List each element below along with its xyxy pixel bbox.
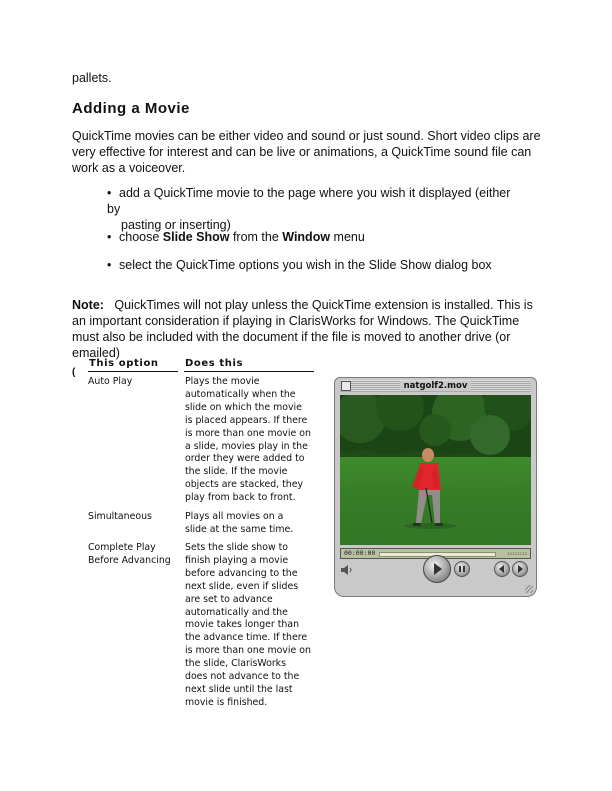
bullet-select-options	[107, 257, 527, 273]
table-row-description: Plays the movie automatically when the slide on which the movie is placed appears. If there is more than one movie on a slide, movies play in the order they were added to the slide. If the movie objects are stacked, they play from back to front.	[185, 376, 311, 504]
table-row-option: Complete Play Before Advancing	[88, 542, 171, 566]
step-forward-icon	[513, 562, 527, 576]
menu-name: Window	[282, 230, 331, 244]
intro-paragraph: QuickTime movies can be either video and sound or just sound. Short video clips are very effective for interest and can be live or animations, a QuickTime sound file can work as a voiceover.	[72, 129, 541, 175]
table-row-description: Sets the slide show to finish playing a movie before advancing to the next slide, even if slides are set to advance automatically and the movie takes longer than the advance time. If there is more than one movie on the slide, ClarisWorks does not advance to the next slide until the last movie is finished.	[185, 542, 311, 708]
header-underline	[88, 371, 178, 372]
player-title-bar[interactable]	[340, 380, 531, 392]
bullet-dot-icon: •	[107, 258, 112, 272]
movie-filename: natgolf2.mov	[400, 381, 472, 391]
table-row-option: Auto Play	[88, 376, 133, 387]
step-forward-button[interactable]	[512, 561, 528, 577]
status-indicator: ıııııııı	[506, 551, 527, 557]
column-header-description: Does this	[185, 358, 244, 369]
play-button[interactable]	[423, 555, 451, 583]
note-paragraph	[72, 297, 542, 361]
header-underline	[184, 371, 314, 372]
timecode-display: 00:00:00	[344, 549, 376, 557]
resize-grip-icon[interactable]	[525, 585, 533, 593]
table-row-option: Simultaneous	[88, 511, 152, 522]
column-header-option: This option	[89, 358, 159, 369]
pause-button[interactable]	[454, 561, 470, 577]
note-text: QuickTimes will not play unless the QuickTime extension is installed. This is an important consideration if playing in ClarisWorks for Windows. The QuickTime must also be included with the document if the file is moved to another drive (or emailed)	[72, 298, 533, 360]
step-back-button[interactable]	[494, 561, 510, 577]
quicktime-player-window	[334, 377, 537, 597]
bullet-text: select the QuickTime options you wish in the Slide Show dialog box	[119, 258, 492, 272]
bullet-choose-slide-show	[107, 229, 527, 245]
bullet-text: from the	[229, 230, 283, 244]
close-box-icon[interactable]	[341, 381, 351, 391]
bullet-dot-icon: •	[107, 186, 112, 200]
golfer-video-frame-image	[340, 395, 531, 545]
movie-frame[interactable]	[340, 395, 531, 545]
bullet-text: add a QuickTime movie to the page where you wish it displayed (either by	[107, 186, 511, 216]
menu-command: Slide Show	[162, 230, 230, 244]
bullet-text: menu	[330, 230, 365, 244]
step-back-icon	[495, 562, 509, 576]
table-row-description: Plays all movies on a slide at the same time.	[185, 511, 294, 535]
bullet-text: pasting or inserting)	[121, 218, 231, 232]
continued-text: pallets.	[72, 71, 112, 85]
pause-icon	[455, 562, 469, 576]
section-heading: Adding a Movie	[72, 100, 190, 117]
volume-speaker-icon[interactable]	[340, 565, 354, 575]
bullet-dot-icon: •	[107, 230, 112, 244]
note-label: Note:	[72, 298, 104, 312]
bullet-text: choose	[119, 230, 163, 244]
bullet-add-movie	[107, 185, 527, 233]
options-table	[88, 358, 318, 718]
stray-parenthesis: (	[72, 367, 76, 378]
